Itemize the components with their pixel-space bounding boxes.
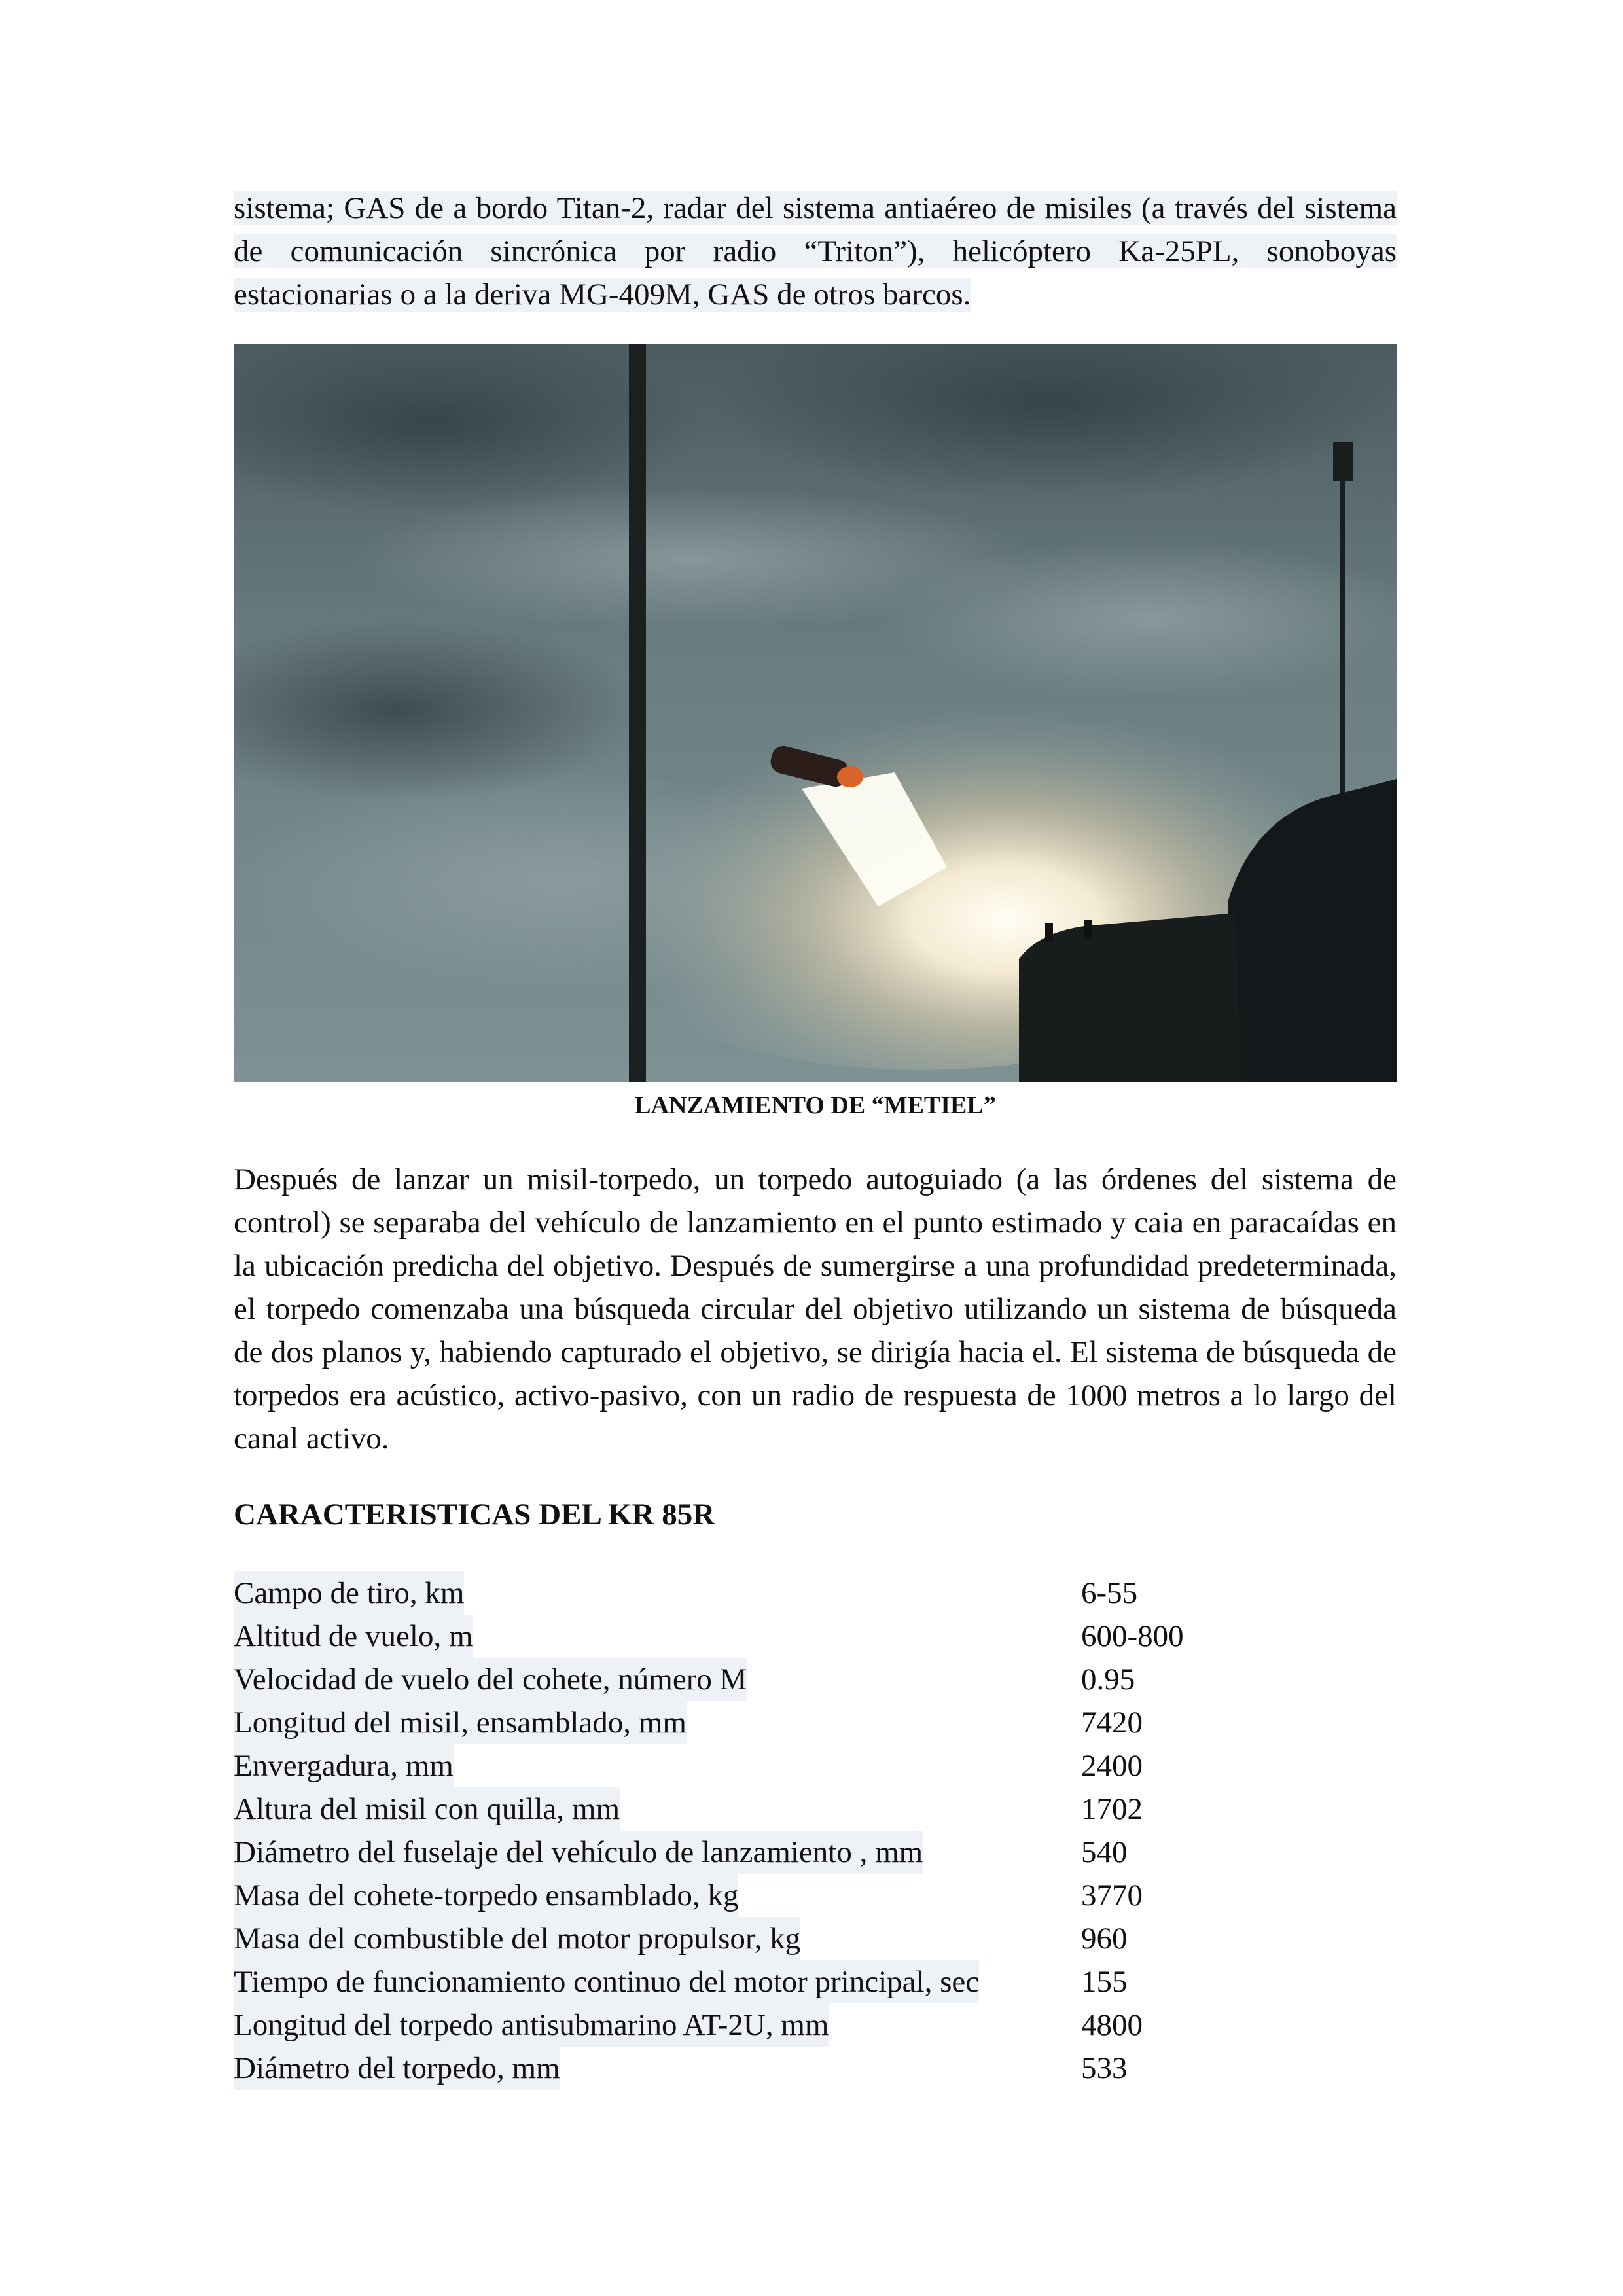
spec-value: 2400 bbox=[1081, 1749, 1143, 1783]
spec-label: Masa del combustible del motor propulsor, kg bbox=[234, 1917, 800, 1960]
specs-heading: CARACTERISTICAS DEL KR 85R bbox=[234, 1498, 715, 1532]
launch-photo-illustration bbox=[234, 344, 1397, 1082]
spec-value: 1702 bbox=[1081, 1792, 1143, 1826]
spec-label: Longitud del torpedo antisubmarino AT-2U, mm bbox=[234, 2003, 829, 2047]
intro-paragraph bbox=[234, 187, 1397, 316]
launch-photo bbox=[234, 344, 1397, 1082]
table-row bbox=[234, 1831, 1397, 1874]
spec-label: Masa del cohete-torpedo ensamblado, kg bbox=[234, 1874, 738, 1917]
spec-value: 540 bbox=[1081, 1835, 1128, 1869]
document-page bbox=[234, 187, 1397, 2090]
spec-label: Velocidad de vuelo del cohete, número M bbox=[234, 1658, 747, 1701]
spec-value: 155 bbox=[1081, 1965, 1128, 1999]
spec-value: 3770 bbox=[1081, 1878, 1143, 1912]
spec-value: 533 bbox=[1081, 2051, 1128, 2085]
spec-label: Envergadura, mm bbox=[234, 1744, 454, 1787]
table-row bbox=[234, 1787, 1397, 1831]
spec-label: Diámetro del fuselaje del vehículo de lanzamiento , mm bbox=[234, 1831, 923, 1874]
table-row bbox=[234, 1874, 1397, 1917]
table-row bbox=[234, 2003, 1397, 2047]
spec-label: Altitud de vuelo, m bbox=[234, 1615, 473, 1658]
table-row bbox=[234, 1744, 1397, 1787]
table-row bbox=[234, 1701, 1397, 1744]
body-paragraph: Después de lanzar un misil-torpedo, un torpedo autoguiado (a las órdenes del sistema de control) se separaba del vehículo de lanzamiento en el punto estimado y caia en paracaídas en la ubicación predicha del objetivo. Después de sumergirse a una profundidad predeterminada, el torpedo comenzaba una búsqueda circular del objetivo utilizando un sistema de búsqueda de dos planos y, habiendo capturado el objetivo, se dirigía hacia el. El sistema de búsqueda de torpedos era acústico, activo-pasivo, con un radio de respuesta de 1000 metros a lo largo del canal activo. bbox=[234, 1162, 1397, 1456]
table-row bbox=[234, 1658, 1397, 1701]
spec-value: 4800 bbox=[1081, 2008, 1143, 2042]
specs-table bbox=[234, 1571, 1397, 2090]
spec-label: Altura del misil con quilla, mm bbox=[234, 1787, 620, 1831]
spec-value: 960 bbox=[1081, 1922, 1128, 1956]
mast-pole bbox=[629, 344, 646, 1082]
spec-label: Tiempo de funcionamiento continuo del motor principal, sec bbox=[234, 1960, 979, 2003]
spec-label: Diámetro del torpedo, mm bbox=[234, 2047, 560, 2090]
intro-paragraph-text: sistema; GAS de a bordo Titan-2, radar del sistema antiaéreo de misiles (a través del sistema de comunicación sincrónica por radio “Triton”), helicóptero Ka-25PL, sonoboyas estacionarias o a la deriva MG-409M, GAS de otros barcos. bbox=[234, 191, 1397, 312]
spec-value: 6-55 bbox=[1081, 1576, 1138, 1610]
table-row bbox=[234, 1917, 1397, 1960]
table-row bbox=[234, 1571, 1397, 1615]
table-row bbox=[234, 1615, 1397, 1658]
spec-value: 7420 bbox=[1081, 1706, 1143, 1740]
spec-label: Campo de tiro, km bbox=[234, 1571, 464, 1615]
table-row bbox=[234, 1960, 1397, 2003]
spec-value: 600-800 bbox=[1081, 1619, 1184, 1653]
spec-label: Longitud del misil, ensamblado, mm bbox=[234, 1701, 687, 1744]
spec-value: 0.95 bbox=[1081, 1662, 1135, 1696]
table-row bbox=[234, 2047, 1397, 2090]
figure-caption: LANZAMIENTO DE “METIEL” bbox=[634, 1092, 996, 1119]
